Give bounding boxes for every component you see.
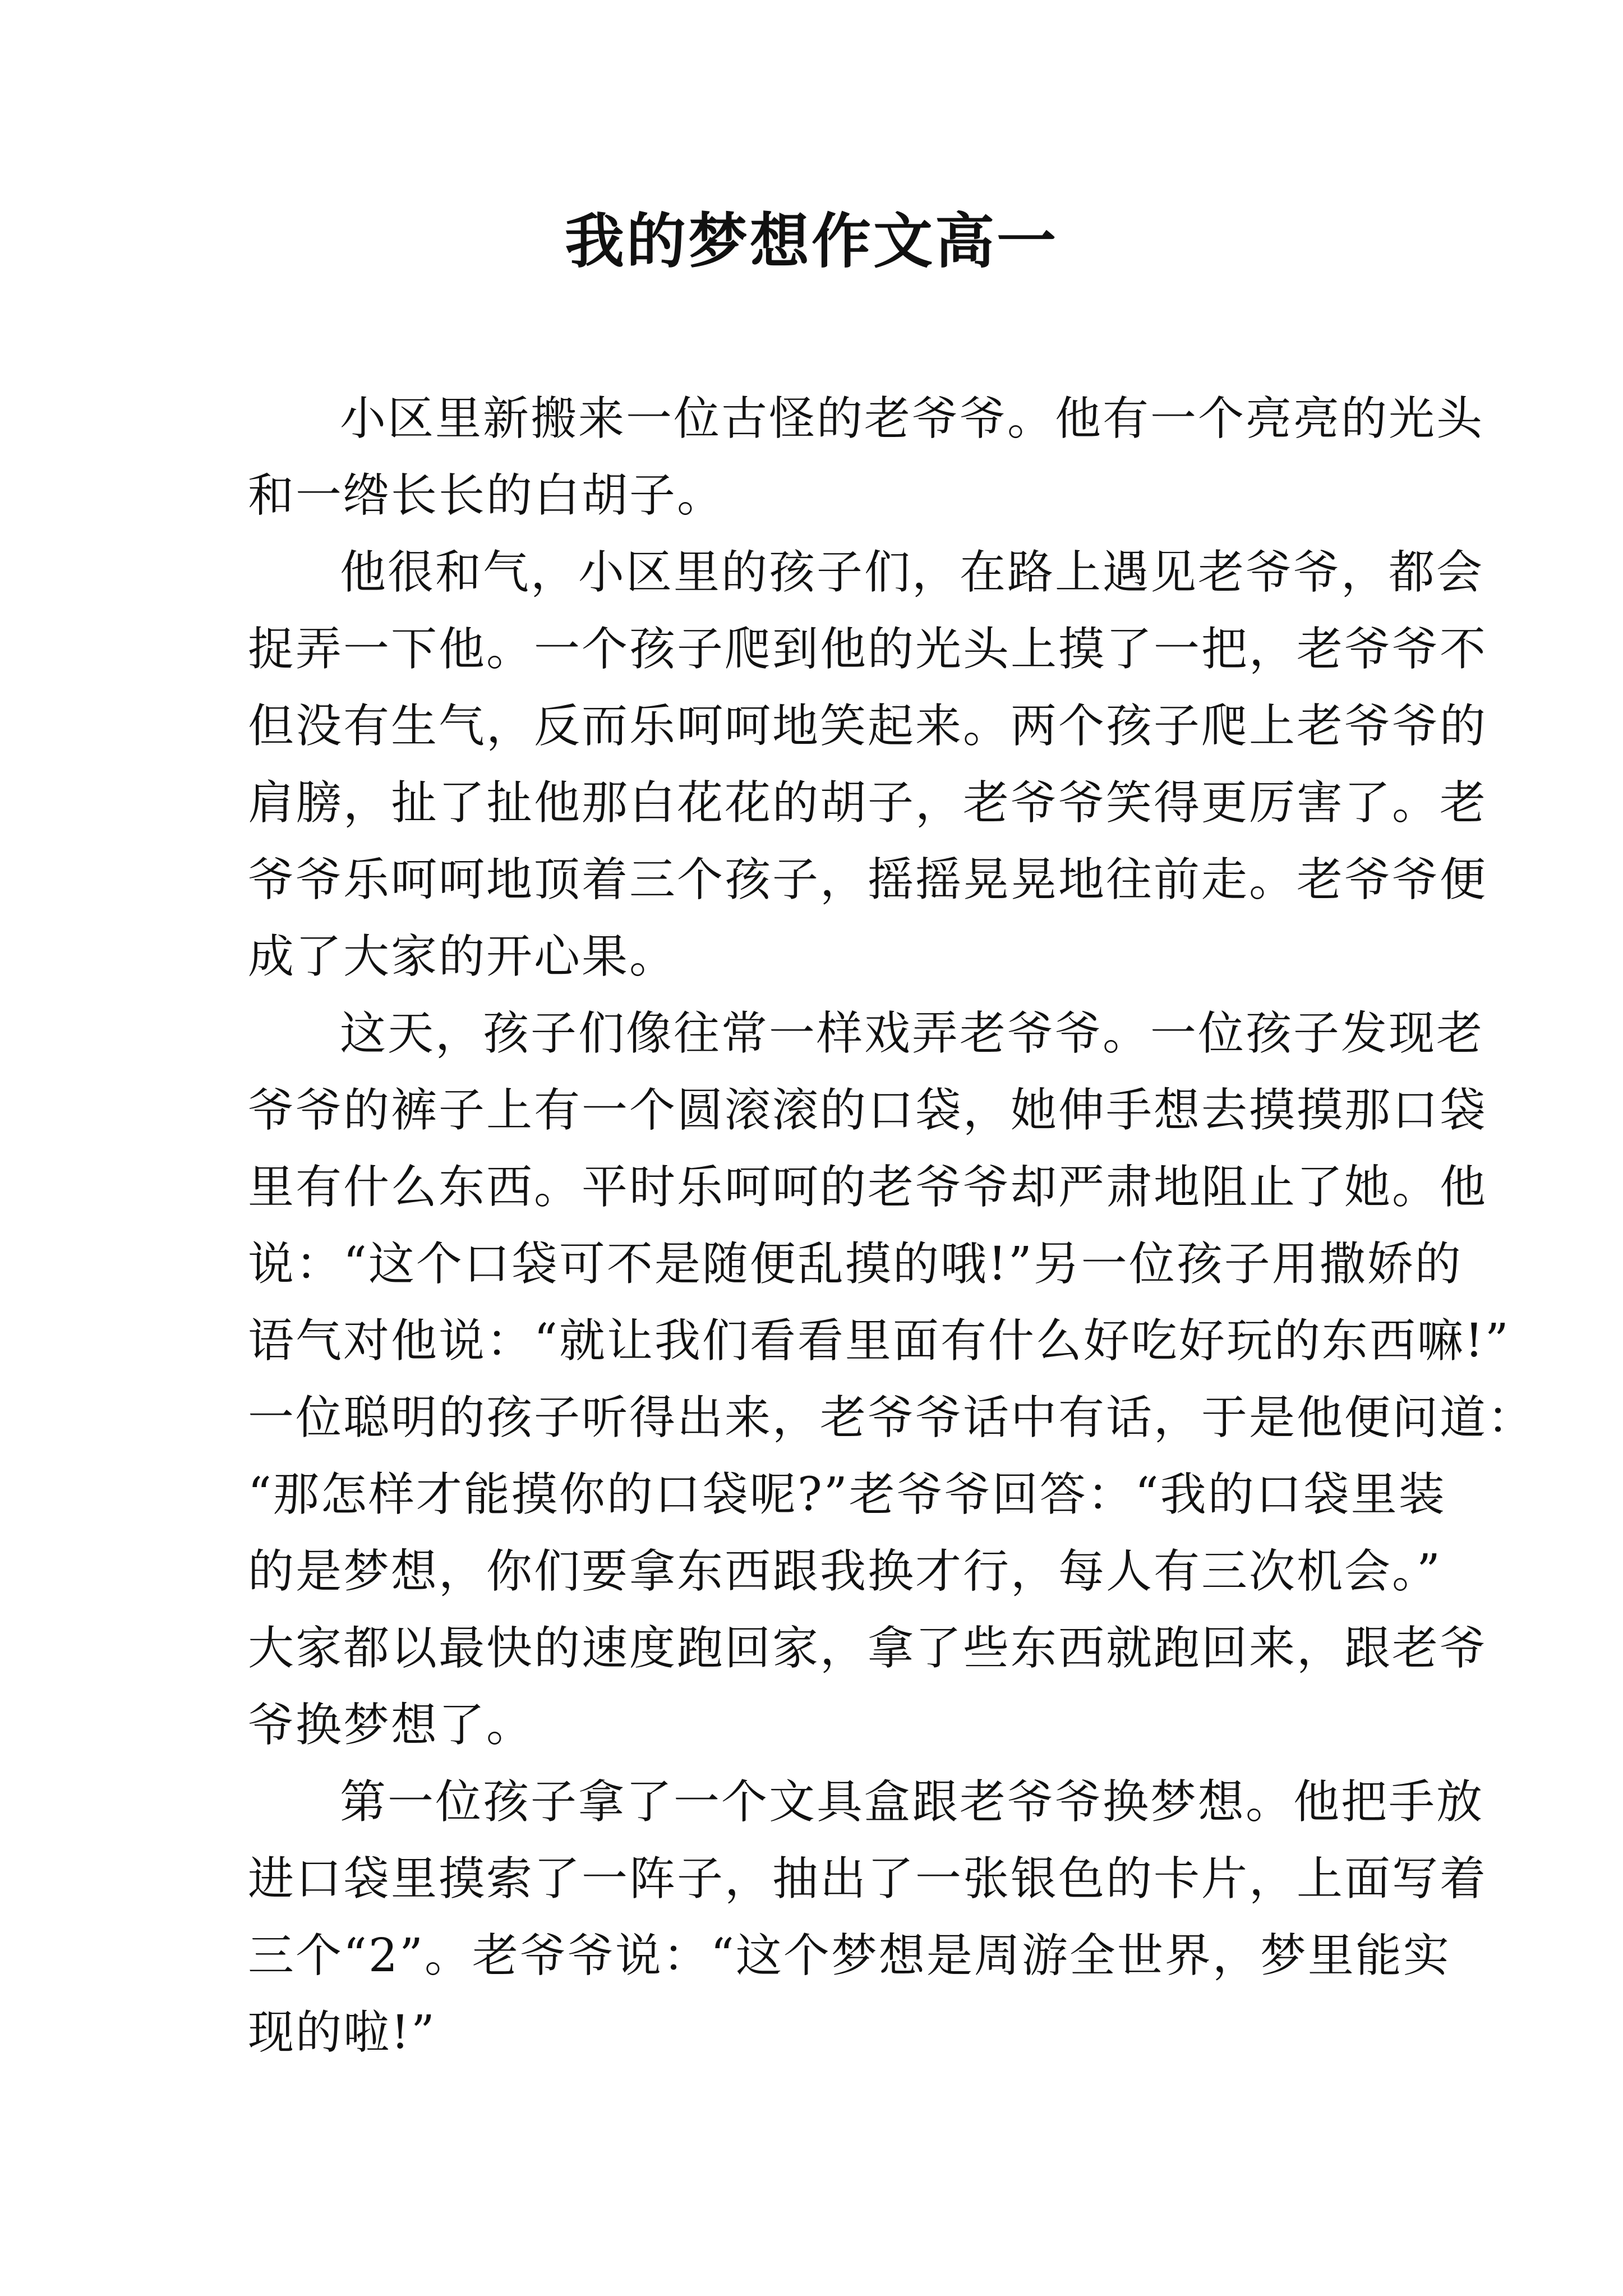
paragraph-line: 但没有生气，反而乐呵呵地笑起来。两个孩子爬上老爷爷的: [248, 700, 1488, 753]
paragraph-line: 他很和气，小区里的孩子们，在路上遇见老爷爷，都会: [340, 546, 1484, 599]
paragraph-line: 肩膀，扯了扯他那白花花的胡子，老爷爷笑得更厉害了。老: [248, 776, 1488, 830]
paragraph-line: 大家都以最快的速度跑回家，拿了些东西就跑回来，跟老爷: [248, 1622, 1488, 1675]
paragraph-line: 一位聪明的孩子听得出来，老爷爷话中有话，于是他便问道：: [248, 1391, 1536, 1444]
paragraph-2: [248, 534, 1488, 995]
paragraph-line: 现的啦!”: [248, 2006, 436, 2059]
paragraph-4: [248, 1764, 1488, 2071]
document-title: 我的梦想作文高一: [565, 206, 1058, 276]
paragraph-line: 进口袋里摸索了一阵子，抽出了一张银色的卡片，上面写着: [248, 1852, 1488, 1906]
paragraph-line: 捉弄一下他。一个孩子爬到他的光头上摸了一把，老爷爷不: [248, 623, 1488, 676]
paragraph-line: 第一位孩子拿了一个文具盒跟老爷爷换梦想。他把手放: [340, 1775, 1484, 1829]
paragraph-3: [248, 995, 1536, 1764]
paragraph-line: 爷换梦想了。: [248, 1699, 534, 1752]
paragraph-line: 爷爷乐呵呵地顶着三个孩子，摇摇晃晃地往前走。老爷爷便: [248, 853, 1488, 907]
paragraph-line: 的是梦想，你们要拿东西跟我换才行，每人有三次机会。”: [248, 1545, 1442, 1598]
paragraph-line: 里有什么东西。平时乐呵呵的老爷爷却严肃地阻止了她。他: [248, 1161, 1488, 1214]
paragraph-line: 和一绺长长的白胡子。: [248, 469, 725, 522]
paragraph-line: 三个“2”。老爷爷说：“这个梦想是周游全世界，梦里能实: [248, 1929, 1451, 1982]
paragraph-line: 爷爷的裤子上有一个圆滚滚的口袋，她伸手想去摸摸那口袋: [248, 1084, 1488, 1137]
paragraph-line: 成了大家的开心果。: [248, 930, 677, 983]
paragraph-line: 说：“这个口袋可不是随便乱摸的哦!”另一位孩子用撒娇的: [248, 1237, 1463, 1291]
paragraph-line: “那怎样才能摸你的口袋呢?”老爷爷回答：“我的口袋里装: [248, 1468, 1446, 1521]
paragraph-1: [248, 380, 1484, 534]
paragraph-line: 这天，孩子们像往常一样戏弄老爷爷。一位孩子发现老: [340, 1007, 1484, 1060]
paragraph-line: 语气对他说：“就让我们看看里面有什么好吃好玩的东西嘛!”: [248, 1314, 1510, 1368]
document-body: [248, 380, 1536, 2071]
paragraph-line: 小区里新搬来一位古怪的老爷爷。他有一个亮亮的光头: [340, 392, 1484, 445]
